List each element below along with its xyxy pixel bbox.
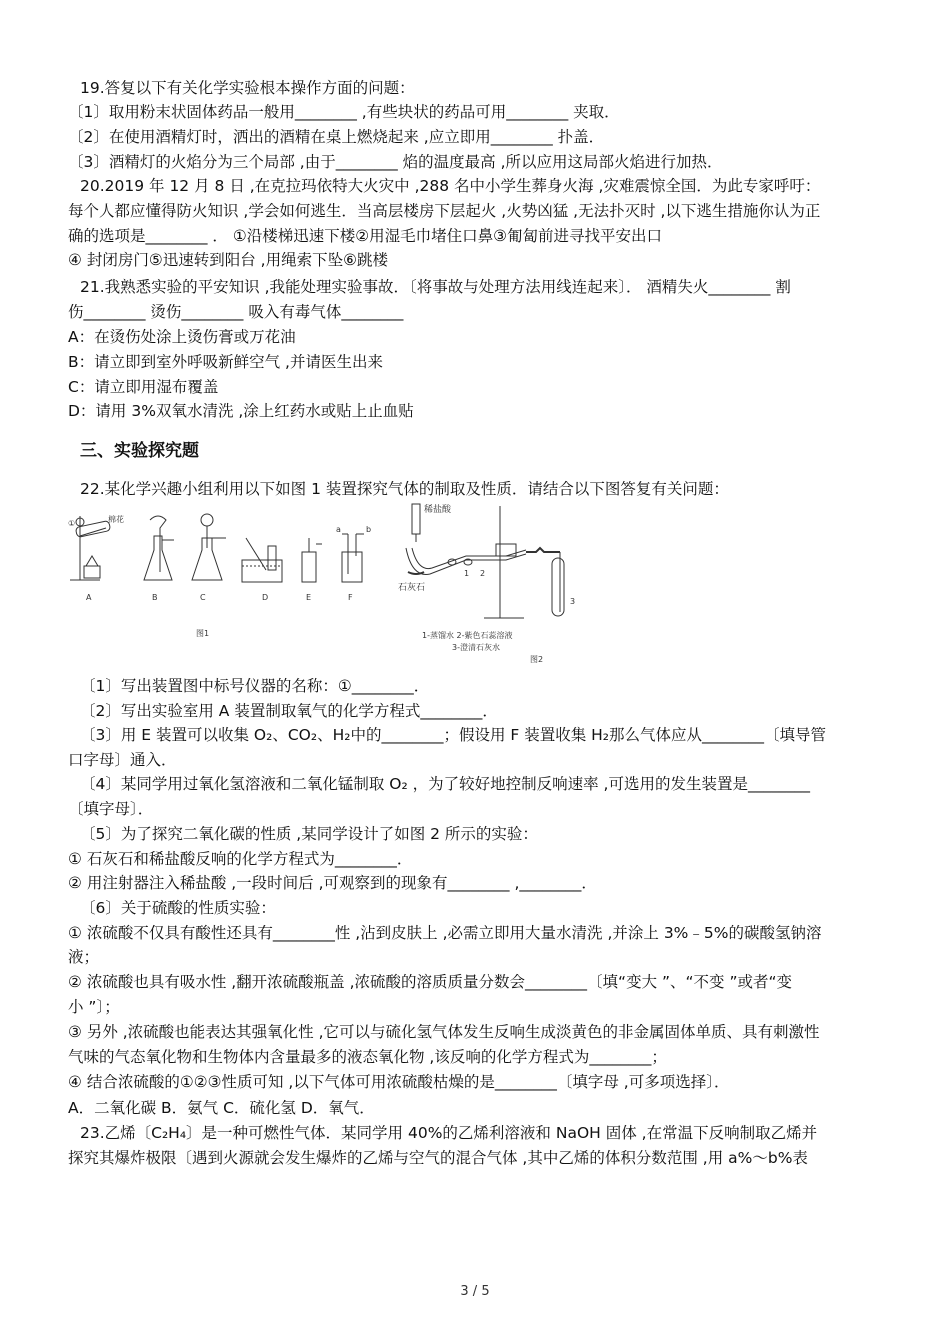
letter-d: D (262, 593, 269, 602)
cotton-label: 棉花 (108, 515, 124, 524)
q19-part1: 〔1〕取用粉末状固体药品一般用________ ,有些块状的药品可用________ 夹取． (68, 103, 620, 121)
q22-part6: 〔6〕关于硫酸的性质实验： (80, 899, 276, 917)
q21-option-a: A：在烫伤处涂上烫伤膏或万花油 (68, 328, 296, 346)
apparatus-e (302, 538, 322, 582)
q22-part6-item1-line2: 液； (68, 948, 100, 966)
test-tube-3 (526, 548, 564, 616)
iron-stand (484, 506, 524, 618)
section-title: 三、实验探究题 (80, 441, 199, 461)
q21-option-c: C：请立即用湿布覆盖 (68, 378, 219, 396)
q22-part6-item3-line1: ③ 另外 ,浓硫酸也能表达其强氧化性 ,它可以与硫化氢气体发生反响生成淡黄色的非金属固体单质、具有刺激性 (68, 1023, 820, 1041)
apparatus-d (242, 538, 282, 582)
port-b-label: b (366, 525, 372, 534)
apparatus-c (192, 514, 226, 580)
letter-b: B (152, 593, 158, 602)
acid-label: 稀盐酸 (424, 505, 452, 515)
apparatus-a (70, 516, 111, 580)
num-1-label: 1 (464, 569, 470, 578)
apparatus-b (144, 516, 174, 580)
q22-part6-item2-line1: ② 浓硫酸也具有吸水性 ,翻开浓硫酸瓶盖 ,浓硫酸的溶质质量分数会________〔填“变大 ”、“不变 ”或者“变 (68, 973, 793, 991)
q22-part4-line2: 〔填字母〕． (68, 800, 154, 818)
q21-option-b: B：请立即到室外呼吸新鲜空气 ,并请医生出来 (68, 353, 383, 371)
q21-option-d: D：请用 3%双氧水清洗 ,涂上红药水或贴上止血贴 (68, 402, 414, 420)
q19-title: 19.答复以下有关化学实验根本操作方面的问题： (80, 79, 415, 97)
q22-part6-item3-line2: 气味的气态氧化物和生物体内含量最多的液态氧化物 ,该反响的化学方程式为________； (68, 1048, 667, 1066)
q20-line2: 每个人都应懂得防火知识 ,学会如何逃生．当高层楼房下层起火 ,火势凶猛 ,无法扑灭时 ,以下逃生措施你认为正 (68, 202, 821, 220)
figure-2-caption: 图2 (530, 655, 544, 664)
port-a-label: a (336, 525, 341, 534)
syringe (412, 504, 420, 542)
q22-part2: 〔2〕写出实验室用 A 装置制取氧气的化学方程式________． (80, 702, 498, 720)
stone-label: 石灰石 (398, 583, 426, 593)
q23-line2: 探究其爆炸极限〔遇到火源就会发生爆炸的乙烯与空气的混合气体 ,其中乙烯的体积分数范围 ,用 a%～b%表 (68, 1149, 808, 1167)
figure-1-caption: 图1 (196, 629, 210, 638)
q20-line1: 20.2019 年 12 月 8 日 ,在克拉玛依特大火灾中 ,288 名中小学生葬身火海 ,灾难震惊全国．为此专家呼吁： (80, 177, 821, 195)
num-3-label: 3 (570, 597, 576, 606)
q22-part4-line1: 〔4〕某同学用过氧化氢溶液和二氧化锰制取 O₂ ，为了较好地控制反响速率 ,可选用的发生装置是________ (80, 775, 810, 793)
q22-part5-item2: ② 用注射器注入稀盐酸 ,一段时间后 ,可观察到的现象有________ ,________． (68, 874, 597, 892)
q22-part6-item2-line2: 小 ”〕； (68, 998, 120, 1016)
q19-part3: 〔3〕酒精灯的火焰分为三个局部 ,由于________ 焰的温度最高 ,所以应用这局部火焰进行加热． (68, 153, 723, 171)
q22-part6-item1-line1: ① 浓硫酸不仅具有酸性还具有________性 ,沾到皮肤上 ,必需立即用大量水清洗 ,并涂上 3%﹣5%的碳酸氢钠溶 (68, 924, 822, 942)
page-number: 3 / 5 (460, 1284, 490, 1299)
q21-line2: 伤________ 烫伤________ 吸入有毒气体________ (68, 303, 404, 321)
q22-intro: 22.某化学兴趣小组利用以下如图 1 装置探究气体的制取及性质．请结合以下图答复有关问题： (80, 480, 729, 498)
q22-part5: 〔5〕为了探究二氧化碳的性质 ,某同学设计了如图 2 所示的实验： (80, 825, 538, 843)
figure-2-apparatus (392, 496, 588, 668)
q20-line4: ④ 封闭房门⑤迅速转到阳台 ,用绳索下坠⑥跳楼 (68, 251, 388, 269)
q22-part5-item1: ① 石灰石和稀盐酸反响的化学方程式为________． (68, 850, 413, 868)
q22-part3-line2: 口字母〕通入． (68, 751, 177, 769)
q21-line1: 21.我熟悉实验的平安知识 ,我能处理实验事故．〔将事故与处理方法用线连起来〕． 酒精失火________ 割 (80, 278, 791, 296)
letter-a: A (86, 593, 92, 602)
q22-part3-line1: 〔3〕用 E 装置可以收集 O₂、CO₂、H₂中的________；假设用 F 装置收集 H₂那么气体应从________〔填导管 (80, 726, 827, 744)
q20-line3: 确的选项是________ ． ①沿楼梯迅速下楼②用湿毛巾堵住口鼻③匍匐前进寻找平安出口 (68, 227, 663, 245)
legend-line-1: 1-蒸馏水 2-紫色石蕊溶液 (422, 631, 513, 640)
legend-line-2: 3-澄清石灰水 (452, 643, 500, 652)
marker-1-label: ① (68, 519, 76, 528)
num-2-label: 2 (480, 569, 486, 578)
q19-part2: 〔2〕在使用酒精灯时，洒出的酒精在桌上燃烧起来 ,应立即用________ 扑盖． (68, 128, 605, 146)
figure-1-apparatus (66, 508, 386, 644)
q22-part6-item4: ④ 结合浓硫酸的①②③性质可知 ,以下气体可用浓硫酸枯燥的是________〔填字母 ,可多项选择〕． (68, 1073, 730, 1091)
letter-e: E (306, 593, 312, 602)
q23-line1: 23.乙烯〔C₂H₄〕是一种可燃性气体．某同学用 40%的乙烯利溶液和 NaOH 固体 ,在常温下反响制取乙烯并 (80, 1124, 818, 1142)
apparatus-f (342, 534, 364, 582)
letter-c: C (200, 593, 206, 602)
q22-part6-options: A．二氧化碳 B．氨气 C．硫化氢 D．氧气． (68, 1099, 375, 1117)
letter-f: F (348, 593, 353, 602)
q22-part1: 〔1〕写出装置图中标号仪器的名称：①________． (80, 677, 430, 695)
